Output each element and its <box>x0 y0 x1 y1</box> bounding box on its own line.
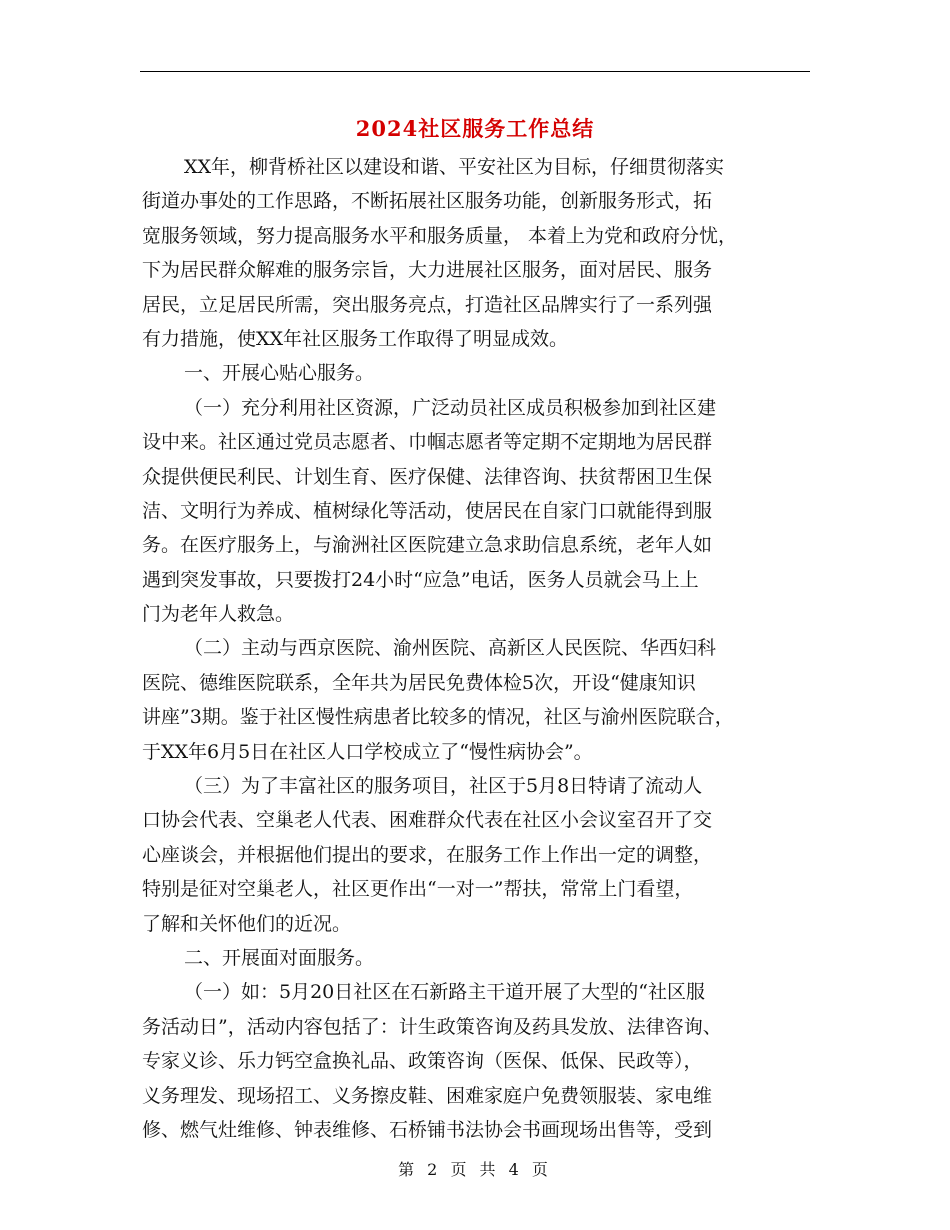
text-line: 务活动日”，活动内容包括了：计生政策咨询及药具发放、法律咨询、 <box>142 1015 722 1038</box>
text-line: XX年，柳背桥社区以建设和谐、平安社区为目标，仔细贯彻落实 <box>184 156 725 178</box>
text-line: （一）充分利用社区资源，广泛动员社区成员积极参加到社区建 <box>184 396 717 419</box>
header-rule <box>140 71 810 72</box>
text-line: （二）主动与西京医院、渝州医院、高新区人民医院、华西妇科 <box>184 637 717 660</box>
text-line: 修、燃气灶维修、钟表维修、石桥铺书法协会书画现场出售等，受到 <box>142 1118 713 1141</box>
text-line: 专家义诊、乐力钙空盒换礼品、政策咨询（医保、低保、民政等）， <box>142 1050 703 1073</box>
text-line: 街道办事处的工作思路，不断拓展社区服务功能，创新服务形式，拓 <box>142 190 713 213</box>
text-line: 遇到突发事故，只要拨打24小时“应急”电话，医务人员就会马上上 <box>142 568 699 591</box>
text-line: （三）为了丰富社区的服务项目，社区于5月8日特请了流动人 <box>184 775 703 798</box>
text-line: 居民，立足居民所需，突出服务亮点，打造社区品牌实行了一系列强 <box>142 293 713 316</box>
text-line: 下为居民群众解难的服务宗旨，大力进展社区服务，面对居民、服务 <box>142 259 713 282</box>
document-title: 2024社区服务工作总结 <box>355 116 595 141</box>
text-line: （一）如：5月20日社区在石新路主干道开展了大型的“社区服 <box>184 981 705 1004</box>
text-line: 众提供便民利民、计划生育、医疗保健、法律咨询、扶贫帮困卫生保 <box>142 465 713 488</box>
text-line: 了解和关怀他们的近况。 <box>142 912 352 935</box>
text-line: 于XX年6月5日在社区人口学校成立了“慢性病协会”。 <box>142 740 593 763</box>
text-line: 讲座”3期。鉴于社区慢性病患者比较多的情况，社区与渝州医院联合， <box>142 706 734 729</box>
section-heading: 一、开展心贴心服务。 <box>184 362 375 385</box>
document-body <box>142 150 818 1147</box>
text-line: 义务理发、现场招工、义务擦皮鞋、困难家庭户免费领服装、家电维 <box>142 1084 713 1107</box>
page-indicator: 第 2 页 共 4 页 <box>398 1160 552 1179</box>
section-heading: 二、开展面对面服务。 <box>184 946 375 969</box>
text-line: 心座谈会，并根据他们提出的要求，在服务工作上作出一定的调整， <box>142 843 713 866</box>
text-line: 特别是征对空巢老人，社区更作出“一对一”帮扶，常常上门看望， <box>142 878 694 901</box>
text-line: 有力措施，使XX年社区服务工作取得了明显成效。 <box>142 327 569 350</box>
text-line: 门为老年人救急。 <box>142 603 295 626</box>
text-line: 设中来。社区通过党员志愿者、巾帼志愿者等定期不定期地为居民群 <box>142 431 713 454</box>
text-line: 洁、文明行为养成、植树绿化等活动，使居民在自家门口就能得到服 <box>142 499 713 522</box>
text-line: 口协会代表、空巢老人代表、困难群众代表在社区小会议室召开了交 <box>142 809 713 832</box>
text-line: 医院、德维医院联系，全年共为居民免费体检5次，开设“健康知识 <box>142 671 696 694</box>
text-line: 宽服务领域，努力提高服务水平和服务质量， 本着上为党和政府分忧， <box>142 224 738 247</box>
text-line: 务。在医疗服务上，与渝洲社区医院建立急求助信息系统，老年人如 <box>142 534 713 557</box>
